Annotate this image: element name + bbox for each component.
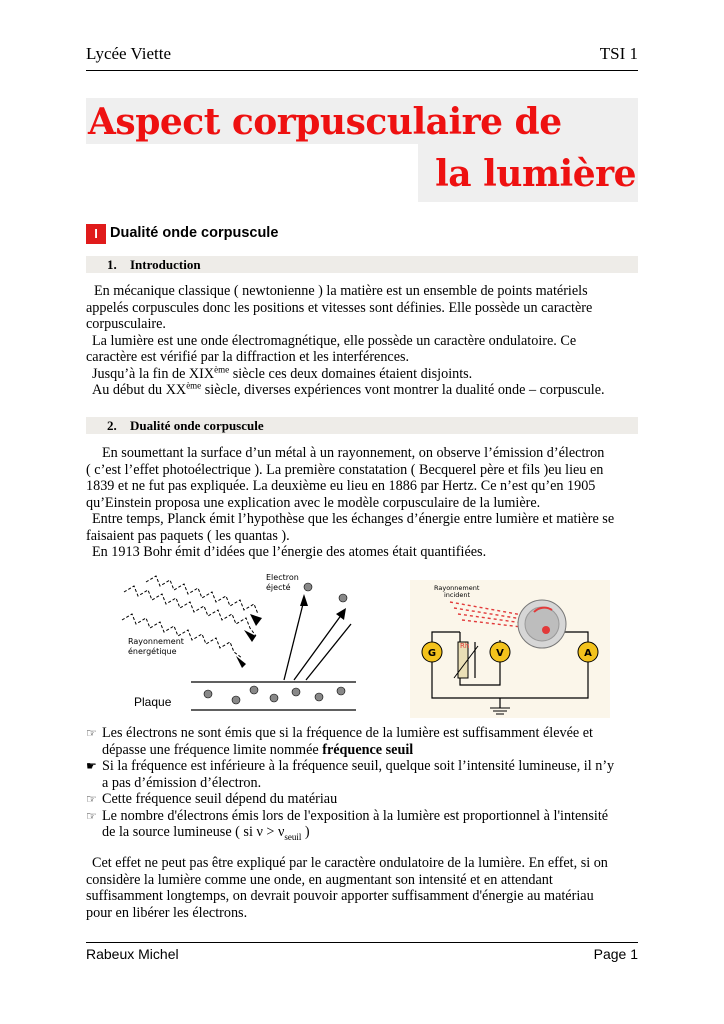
- ammeter-label: A: [584, 648, 592, 659]
- list-item: de la source lumineuse ( si $\nu > \nu_{seuil}$ ): [102, 824, 310, 842]
- vacuum-cell: [518, 600, 566, 648]
- header-school: Lycée Viette: [86, 44, 172, 63]
- duality-line: qu’Einstein proposa une explication avec le modèle corpusculaire de la lumière.: [86, 494, 541, 511]
- duality-line: ( c’est l’effet photoélectrique ). La première constatation ( Becquerel père et fils )eu lieu en: [86, 461, 604, 478]
- ammeter-symbol: [578, 642, 598, 662]
- duality-line: 1839 et ne fut pas expliquée. La deuxième eu lieu en 1886 par Hertz. Ce n’est qu’en 1905: [86, 478, 596, 494]
- electron-label-1: Electron: [266, 573, 299, 582]
- list-item: a pas d’émission d’électron.: [102, 774, 262, 791]
- electron-label-2: éjecté: [266, 583, 291, 592]
- intro-line: Au début du XXème siècle, diverses expériences vont montrer la dualité onde – corpuscule.: [92, 380, 605, 398]
- duality-line: faisaient pas paquets ( les quantas ).: [86, 527, 290, 544]
- circuit-ray-label-1: Rayonnement: [434, 584, 480, 592]
- list-item: ☛ Si la fréquence est inférieure à la fréquence seuil, quelque soit l’intensité lumineuse, il n’y: [86, 758, 615, 774]
- footer-author: Rabeux Michel: [86, 946, 179, 962]
- page-title-line2: la lumière: [435, 153, 636, 195]
- subsection-number-2: 2.: [107, 418, 117, 433]
- ejected-electrons: [304, 583, 347, 602]
- duality-line: En soumettant la surface d’un métal à un rayonnement, on observe l’émission d’électron: [102, 445, 605, 461]
- footer-page-number: Page 1: [593, 946, 638, 962]
- pointing-hand-icon: ☞: [86, 726, 97, 740]
- intro-line: En mécanique classique ( newtonienne ) la matière est un ensemble de points matériels: [94, 283, 588, 299]
- plate-label: Plaque: [134, 695, 172, 709]
- list-item: ☞ Les électrons ne sont émis que si la fréquence de la lumière est suffisamment élevée et: [86, 725, 593, 741]
- observations-list: [86, 725, 646, 841]
- generator-symbol: [422, 642, 442, 662]
- pointing-hand-icon: ☛: [86, 759, 97, 773]
- section-number-badge: I: [86, 224, 106, 244]
- photoelectric-schematic-figure: [116, 570, 366, 720]
- conclusion-line: Cet effet ne peut pas être expliqué par le caractère ondulatoire de la lumière. En effet, si on: [92, 855, 608, 871]
- voltmeter-label: V: [496, 648, 504, 659]
- list-item: ☞ Cette fréquence seuil dépend du matériau: [86, 791, 338, 807]
- intro-line: Jusqu’à la fin de XIXème siècle ces deux domaines étaient disjoints.: [92, 363, 473, 382]
- ray-label-1: Rayonnement: [128, 637, 184, 646]
- duality-line: Entre temps, Planck émit l’hypothèse que les échanges d’énergie entre lumière et matière se: [92, 511, 615, 527]
- subsection-title-2: Dualité onde corpuscule: [130, 418, 264, 433]
- conclusion-line: considère la lumière comme une onde, en augmentant son intensité et en attendant: [86, 871, 553, 888]
- ray-arrowheads: [236, 614, 262, 668]
- subsection-number-1: 1.: [107, 257, 117, 272]
- rheostat-label: Rh: [460, 642, 470, 650]
- subsection-title-1: Introduction: [130, 257, 201, 272]
- voltmeter-symbol: [490, 642, 510, 662]
- list-item: dépasse une fréquence limite nommée fréquence seuil: [102, 741, 414, 758]
- section-title: Dualité onde corpuscule: [110, 225, 279, 241]
- intro-text: [86, 283, 646, 399]
- intro-line: corpusculaire.: [86, 316, 166, 332]
- conclusion-line: pour en libérer les électrons.: [86, 904, 248, 921]
- page-title-line1: Aspect corpusculaire de: [88, 101, 562, 143]
- intro-line: caractère est vérifié par la diffraction et les interférences.: [86, 349, 410, 365]
- conclusion-line: suffisamment longtemps, on devrait pouvoir apporter suffisamment d'énergie au matériau: [86, 888, 594, 904]
- circuit-ray-label-2: incident: [444, 591, 471, 599]
- photoelectric-circuit-figure: [410, 580, 610, 718]
- conclusion-text: [86, 855, 646, 921]
- header-rule: [86, 70, 638, 71]
- ray-label-2: énergétique: [128, 647, 177, 656]
- plate-electrons: [204, 686, 345, 704]
- pointing-hand-icon: ☞: [86, 808, 97, 823]
- duality-line: En 1913 Bohr émit d’idées que l’énergie des atomes était quantifiées.: [92, 544, 487, 560]
- intro-line: appelés corpuscules donc les positions et vitesses sont définies. Elle possède un caractère: [86, 299, 593, 316]
- footer-rule: [86, 942, 638, 943]
- list-item: ☞ Le nombre d'électrons émis lors de l'exposition à la lumière est proportionnel à l'intensité: [86, 807, 609, 824]
- duality-text: [86, 445, 646, 561]
- header-class: TSI 1: [599, 44, 638, 63]
- generator-label: G: [427, 648, 437, 659]
- pointing-hand-icon: ☞: [86, 792, 97, 806]
- intro-line: La lumière est une onde électromagnétique, elle possède un caractère ondulatoire. Ce: [92, 332, 577, 349]
